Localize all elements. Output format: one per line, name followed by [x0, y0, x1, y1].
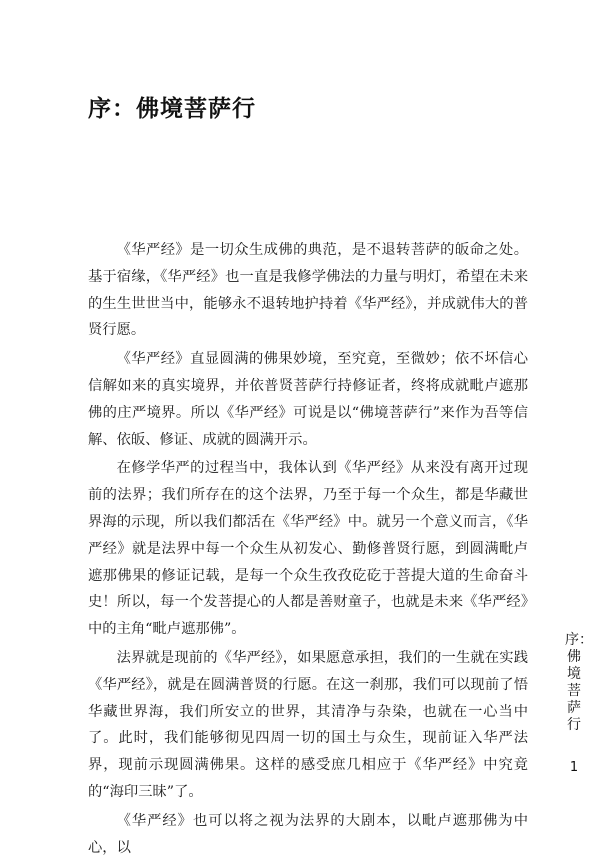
paragraph: 《华严经》也可以将之视为法界的大剧本，以毗卢遮那佛为中心，以	[88, 812, 528, 856]
running-head: 序：佛境菩萨行	[565, 632, 593, 733]
paragraph: 《华严经》直显圆满的佛果妙境，至究竟，至微妙；依不坏信心信解如来的真实境界，并依普贤菩萨行持修证者，终将成就毗卢遮那佛的庄严境界。所以《华严经》可说是以“佛境菩萨行”来作为吾等信解、依皈、修证、成就的圆满开示。	[88, 351, 528, 448]
page-number: 1	[569, 760, 579, 775]
paragraph: 法界就是现前的《华严经》，如果愿意承担，我们的一生就在实践《华严经》，就是在圆满普贤的行愿。在这一刹那，我们可以现前了悟华藏世界海，我们所安立的世界，其清净与杂染，也就在一心当中了。此时，我们能够彻见四周一切的国土与众生，现前证入华严法界，现前示现圆满佛果。这样的感受庶几相应于《华严经》中究竟的“海印三昧”了。	[88, 649, 528, 800]
page-title: 序：佛境菩萨行	[88, 96, 256, 122]
body-text	[88, 237, 528, 863]
paragraph: 《华严经》是一切众生成佛的典范，是不退转菩萨的皈命之处。基于宿缘，《华严经》也一直是我修学佛法的力量与明灯，希望在未来的生生世世当中，能够永不退转地护持着《华严经》，并成就伟大的普贤行愿。	[88, 242, 528, 339]
paragraph: 在修学华严的过程当中，我体认到《华严经》从来没有离开过现前的法界；我们所存在的这个法界，乃至于每一个众生，都是华藏世界海的示现，所以我们都活在《华严经》中。就另一个意义而言，《华严经》就是法界中每一个众生从初发心、勤修普贤行愿，到圆满毗卢遮那佛果的修证记载，是每一个众生孜孜矻矻于菩提大道的生命奋斗史！所以，每一个发菩提心的人都是善财童子，也就是未来《华严经》中的主角“毗卢遮那佛”。	[88, 460, 528, 638]
